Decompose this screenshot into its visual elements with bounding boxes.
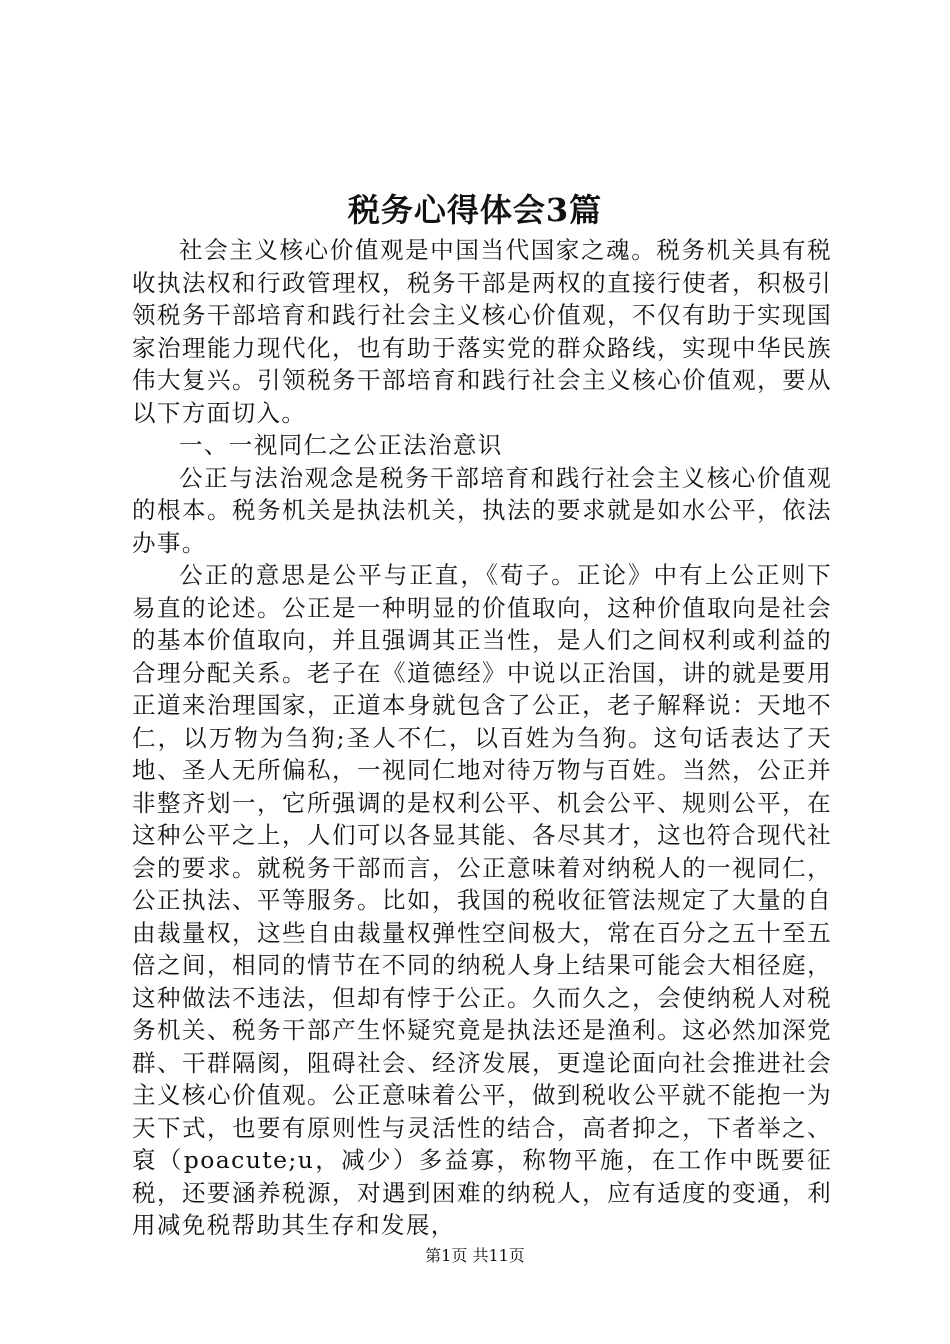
paragraph-intro: 社会主义核心价值观是中国当代国家之魂。税务机关具有税收执法权和行政管理权，税务干部是两权的直接行使者，积极引领税务干部培育和践行社会主义核心价值观，不仅有助于实现国家治理能力现代化，也有助于落实党的群众路线，实现中华民族伟大复兴。引领税务干部培育和践行社会主义核心价值观，要从以下方面切入。 <box>132 236 832 427</box>
section-heading: 一、一视同仁之公正法治意识 <box>179 431 503 459</box>
document-title: 税务心得体会3篇 <box>347 191 603 229</box>
page-number-footer: 第1页 共11页 <box>425 1246 525 1265</box>
document-body <box>132 234 832 1242</box>
paragraph-fairness-rule-of-law: 公正与法治观念是税务干部培育和践行社会主义核心价值观的根本。税务机关是执法机关，执法的要求就是如水公平，依法办事。 <box>132 463 832 557</box>
paragraph-fairness-meaning: 公正的意思是公平与正直，《荀子。正论》中有上公正则下易直的论述。公正是一种明显的价值取向，这种价值取向是社会的基本价值取向，并且强调其正当性，是人们之间权利或利益的合理分配关系。老子在《道德经》中说以正治国，讲的就是要用正道来治理国家，正道本身就包含了公正，老子解释说：天地不仁，以万物为刍狗;圣人不仁，以百姓为刍狗。这句话表达了天地、圣人无所偏私，一视同仁地对待万物与百姓。当然，公正并非整齐划一，它所强调的是权利公平、机会公平、规则公平，在这种公平之上，人们可以各显其能、各尽其才，这也符合现代社会的要求。就税务干部而言，公正意味着对纳税人的一视同仁，公正执法、平等服务。比如，我国的税收征管法规定了大量的自由裁量权，这些自由裁量权弹性空间极大，常在百分之五十至五倍之间，相同的情节在不同的纳税人身上结果可能会大相径庭，这种做法不违法，但却有悖于公正。久而久之，会使纳税人对税务机关、税务干部产生怀疑究竟是执法还是渔利。这必然加深党群、干群隔阂，阻碍社会、经济发展，更遑论面向社会推进社会主义核心价值观。公正意味着公平，做到税收公平就不能抱一为天下式，也要有原则性与灵活性的结合，高者抑之，下者举之、裒（poacute;u，减少）多益寡，称物平施，在工作中既要征税，还要涵养税源，对遇到困难的纳税人，应有适度的变通，利用减免税帮助其生存和发展， <box>132 561 832 1239</box>
